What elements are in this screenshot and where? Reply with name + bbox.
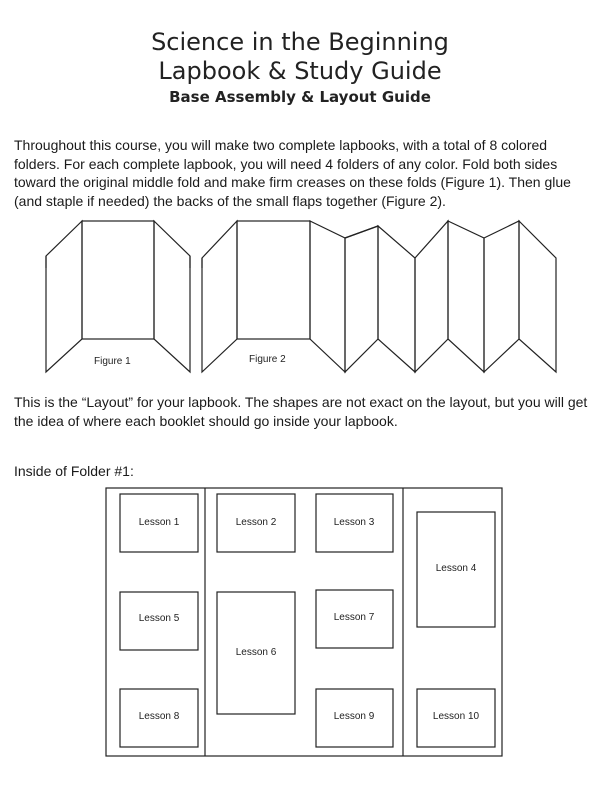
figure-2-label: Figure 2 (249, 354, 286, 365)
lesson-8-label: Lesson 8 (138, 711, 180, 722)
title-line-1: Science in the Beginning (151, 28, 449, 56)
figure-1 (46, 221, 190, 372)
lesson-4-label: Lesson 4 (435, 563, 477, 574)
lesson-6-label: Lesson 6 (235, 647, 277, 658)
lesson-1-label: Lesson 1 (138, 517, 180, 528)
layout-paragraph: This is the “Layout” for your lapbook. The shapes are not exact on the layout, but you will get the idea of where each booklet should go inside your lapbook. (14, 394, 588, 429)
lesson-10-label: Lesson 10 (432, 711, 480, 722)
lesson-3-label: Lesson 3 (333, 517, 375, 528)
subtitle: Base Assembly & Layout Guide (169, 88, 431, 106)
lesson-7-label: Lesson 7 (333, 612, 375, 623)
folder-layout (106, 488, 502, 756)
folder-label: Inside of Folder #1: (14, 463, 134, 479)
title-line-2: Lapbook & Study Guide (158, 57, 442, 85)
intro-paragraph: Throughout this course, you will make two complete lapbooks, with a total of 8 colored folders. For each complete lapbook, you will need 4 folders of any color. Fold both sides toward the original middle fold and make firm creases on these folds (Figure 1). Then glue (and staple if needed) the backs of the small flaps together (Figure 2). (14, 137, 571, 209)
figure-2 (202, 221, 556, 372)
lesson-5-label: Lesson 5 (138, 613, 180, 624)
lesson-9-label: Lesson 9 (333, 711, 375, 722)
figure-1-label: Figure 1 (94, 356, 131, 367)
lesson-2-label: Lesson 2 (235, 517, 277, 528)
